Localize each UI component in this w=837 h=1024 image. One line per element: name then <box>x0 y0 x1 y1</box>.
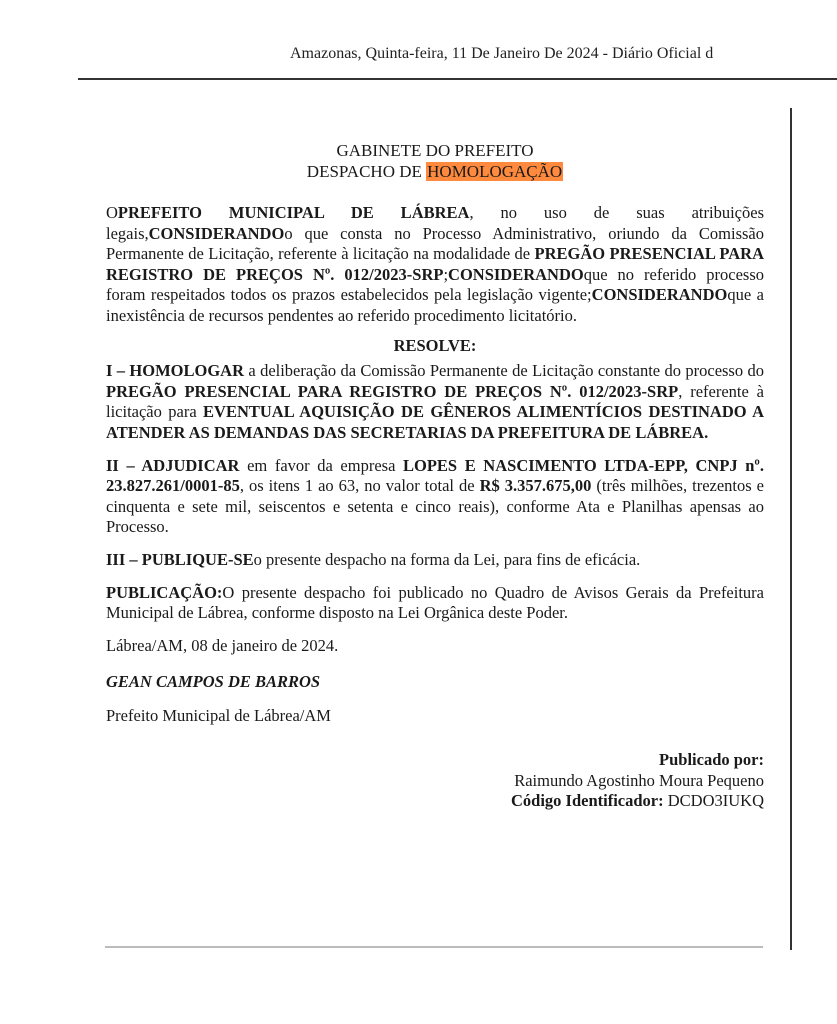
title-line-2 <box>106 161 764 182</box>
header-rule <box>78 78 837 80</box>
title-prefix: DESPACHO DE <box>306 162 427 181</box>
publication-text: O presente despacho foi publicado no Quadro de Avisos Gerais da Prefeitura Municipal de Lábrea, conforme disposto na Lei Orgânica deste Poder. <box>106 582 764 623</box>
code-label: Código Identificador: <box>511 791 664 811</box>
column-rule <box>790 108 792 950</box>
intro-text: ; <box>443 264 449 284</box>
intro-text: que a inexistência de recursos pendentes ao referido procedimento licitatório. <box>106 285 764 325</box>
tender-reference: PREGÃO PRESENCIAL PARA REGISTRO DE PREÇOS Nº. 012/2023-SRP <box>106 244 764 284</box>
item-label: III – PUBLIQUE-SE <box>106 549 254 569</box>
intro-paragraph <box>106 203 764 327</box>
search-highlight: HOMOLOGAÇÃO <box>427 162 563 181</box>
total-value: R$ 3.357.675,00 <box>479 476 592 496</box>
signatory-role: Prefeito Municipal de Lábrea/AM <box>106 705 331 725</box>
page-header: Amazonas, Quinta-feira, 11 De Janeiro De 2024 - Diário Oficial d <box>290 45 714 62</box>
document-title <box>106 140 764 182</box>
intro-text: , no uso de suas atribuições legais, <box>106 203 764 243</box>
code-value: DCDO3IUKQ <box>663 791 764 811</box>
identifier-code <box>106 791 764 812</box>
considering-keyword: CONSIDERANDO <box>148 223 285 243</box>
title-line-1: GABINETE DO PREFEITO <box>336 141 534 160</box>
tender-object: EVENTUAL AQUISIÇÃO DE GÊNEROS ALIMENTÍCIOS DESTINADO A ATENDER AS DEMANDAS DAS SECRETARIAS DA PREFEITURA DE LÁBREA. <box>106 402 764 442</box>
item-label: I – HOMOLOGAR <box>106 361 244 381</box>
item-text: (três milhões, trezentos e cinquenta e sete mil, seiscentos e setenta e cinco reais), conforme Ata e Planilhas apensas ao Processo. <box>106 476 764 537</box>
item-text: , os itens 1 ao 63, no valor total de <box>239 476 480 496</box>
company-name: LOPES E NASCIMENTO LTDA-EPP, CNPJ nº. 23.827.261/0001-85 <box>106 455 764 496</box>
item-text: a deliberação da Comissão Permanente de Licitação constante do processo do <box>244 361 764 381</box>
intro-text: o que consta no Processo Administrativo, oriundo da Comissão Permanente de Licitação, referente à licitação na modalidade de <box>106 223 764 264</box>
publication-paragraph <box>106 583 764 624</box>
tender-reference: PREGÃO PRESENCIAL PARA REGISTRO DE PREÇOS Nº. 012/2023-SRP <box>106 381 679 401</box>
place-date: Lábrea/AM, 08 de janeiro de 2024. <box>106 635 339 655</box>
publication-footer <box>106 750 764 812</box>
publication-label: PUBLICAÇÃO: <box>106 582 223 602</box>
mayor-title: PREFEITO MUNICIPAL DE LÁBREA <box>117 203 470 222</box>
intro-text: que no referido processo foram respeitados todos os prazos estabelecidos pela legislação vigente; <box>106 264 764 305</box>
signatory-name: GEAN CAMPOS DE BARROS <box>106 672 321 692</box>
item-publique <box>106 550 764 571</box>
resolve-heading: RESOLVE: <box>393 335 477 355</box>
considering-keyword: CONSIDERANDO <box>448 264 584 284</box>
item-homologar <box>106 361 764 443</box>
footer-rule <box>105 946 763 948</box>
published-by-label: Publicado por: <box>659 750 764 770</box>
item-text: o presente despacho na forma da Lei, para fins de eficácia. <box>253 549 641 569</box>
item-adjudicar <box>106 456 764 538</box>
considering-keyword: CONSIDERANDO <box>591 285 728 305</box>
item-label: II – ADJUDICAR <box>106 455 240 475</box>
item-text: , referente à licitação para <box>106 381 765 422</box>
item-text: em favor da empresa <box>239 455 403 475</box>
document-body <box>106 140 764 812</box>
publisher-name: Raimundo Agostinho Moura Pequeno <box>514 770 764 790</box>
intro-text: O <box>106 203 118 222</box>
